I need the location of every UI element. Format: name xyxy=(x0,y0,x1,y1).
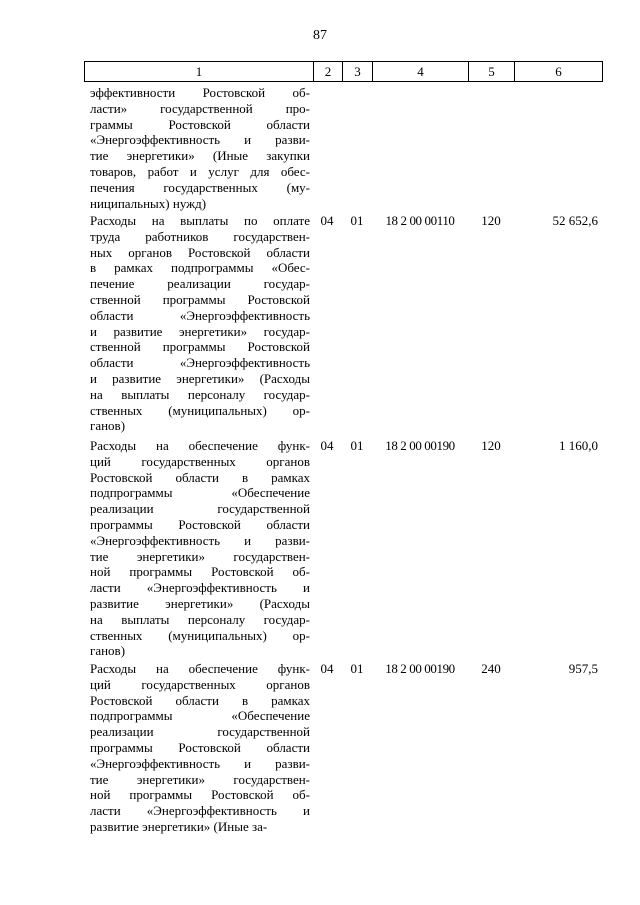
description-line: ганов) xyxy=(90,643,126,659)
description-line: граммы Ростовской области xyxy=(90,116,310,132)
description-line: ций государственных органов xyxy=(90,453,310,469)
description-line: ниципальных) нужд) xyxy=(90,195,207,211)
description-line: Ростовской области в рамках xyxy=(90,469,310,485)
cell-c6: 52 652,6 xyxy=(552,213,598,228)
description-line: тие энергетики» (Иные закупки xyxy=(90,148,310,164)
description-line: развитие энергетики» (Расходы xyxy=(90,595,310,611)
description-line: труда работников государствен- xyxy=(90,228,310,244)
description-line: ласти» государственной про- xyxy=(90,100,310,116)
cell-c3: 01 xyxy=(350,438,364,453)
cell-c2: 04 xyxy=(320,213,334,228)
description-line: эффективности Ростовской об- xyxy=(90,85,310,100)
description-line: ственных (муниципальных) ор- xyxy=(90,627,310,643)
description-line: в рамках подпрограммы «Обес- xyxy=(90,260,310,276)
header-col-6: 6 xyxy=(515,62,603,82)
cell-c4: 18 2 00 00110 xyxy=(385,213,455,228)
description-line: ных органов Ростовской области xyxy=(90,244,310,260)
header-col-4: 4 xyxy=(373,62,469,82)
description-line: области «Энергоэффективность xyxy=(90,355,310,371)
description-line: «Энергоэффективность и разви- xyxy=(90,532,310,548)
cell-c4: 18 2 00 00190 xyxy=(385,661,455,676)
description-line: печение реализации государ- xyxy=(90,276,310,292)
cell-c2: 04 xyxy=(320,438,334,453)
description-line: ной программы Ростовской об- xyxy=(90,564,310,580)
description-line: и развитие энергетики» государ- xyxy=(90,323,310,339)
header-col-2: 2 xyxy=(314,62,343,82)
description-line: подпрограммы «Обеспечение xyxy=(90,485,310,501)
row-description xyxy=(90,438,310,659)
row-description xyxy=(90,213,310,434)
description-line: ственной программы Ростовской xyxy=(90,339,310,355)
description-line: «Энергоэффективность и разви- xyxy=(90,755,310,771)
cell-c6: 957,5 xyxy=(568,661,598,676)
description-line: тие энергетики» государствен- xyxy=(90,548,310,564)
row-description xyxy=(90,661,310,835)
cell-c3: 01 xyxy=(350,661,364,676)
description-line: ганов) xyxy=(90,418,126,434)
description-line: ственных (муниципальных) ор- xyxy=(90,402,310,418)
description-line: реализации государственной xyxy=(90,724,310,740)
description-line: «Энергоэффективность и разви- xyxy=(90,132,310,148)
description-line: и развитие энергетики» (Расходы xyxy=(90,370,310,386)
description-line: на выплаты персоналу государ- xyxy=(90,386,310,402)
cell-c5: 120 xyxy=(481,213,501,228)
cell-c3: 01 xyxy=(350,213,364,228)
description-line: реализации государственной xyxy=(90,501,310,517)
description-line: ласти «Энергоэффективность и xyxy=(90,803,310,819)
description-line: товаров, работ и услуг для обес- xyxy=(90,163,310,179)
description-line: тие энергетики» государствен- xyxy=(90,771,310,787)
header-col-3: 3 xyxy=(343,62,373,82)
description-line: Расходы на обеспечение функ- xyxy=(90,661,310,676)
description-line: области «Энергоэффективность xyxy=(90,307,310,323)
description-line: программы Ростовской области xyxy=(90,739,310,755)
description-line: ной программы Ростовской об- xyxy=(90,787,310,803)
description-line: печения государственных (му- xyxy=(90,179,310,195)
description-line: Расходы на обеспечение функ- xyxy=(90,438,310,453)
description-line: ственной программы Ростовской xyxy=(90,291,310,307)
description-line: Ростовской области в рамках xyxy=(90,692,310,708)
description-line: ций государственных органов xyxy=(90,676,310,692)
cell-c6: 1 160,0 xyxy=(559,438,598,453)
table-header xyxy=(84,61,603,82)
description-line: программы Ростовской области xyxy=(90,516,310,532)
description-line: подпрограммы «Обеспечение xyxy=(90,708,310,724)
header-col-1: 1 xyxy=(85,62,314,82)
cell-c2: 04 xyxy=(320,661,334,676)
row-description xyxy=(90,85,310,211)
header-col-5: 5 xyxy=(469,62,515,82)
page-number: 87 xyxy=(313,28,327,43)
cell-c5: 240 xyxy=(481,661,501,676)
description-line: ласти «Энергоэффективность и xyxy=(90,580,310,596)
cell-c4: 18 2 00 00190 xyxy=(385,438,455,453)
description-line: развитие энергетики» (Иные за- xyxy=(90,818,268,834)
cell-c5: 120 xyxy=(481,438,501,453)
description-line: на выплаты персоналу государ- xyxy=(90,611,310,627)
description-line: Расходы на выплаты по оплате xyxy=(90,213,310,228)
